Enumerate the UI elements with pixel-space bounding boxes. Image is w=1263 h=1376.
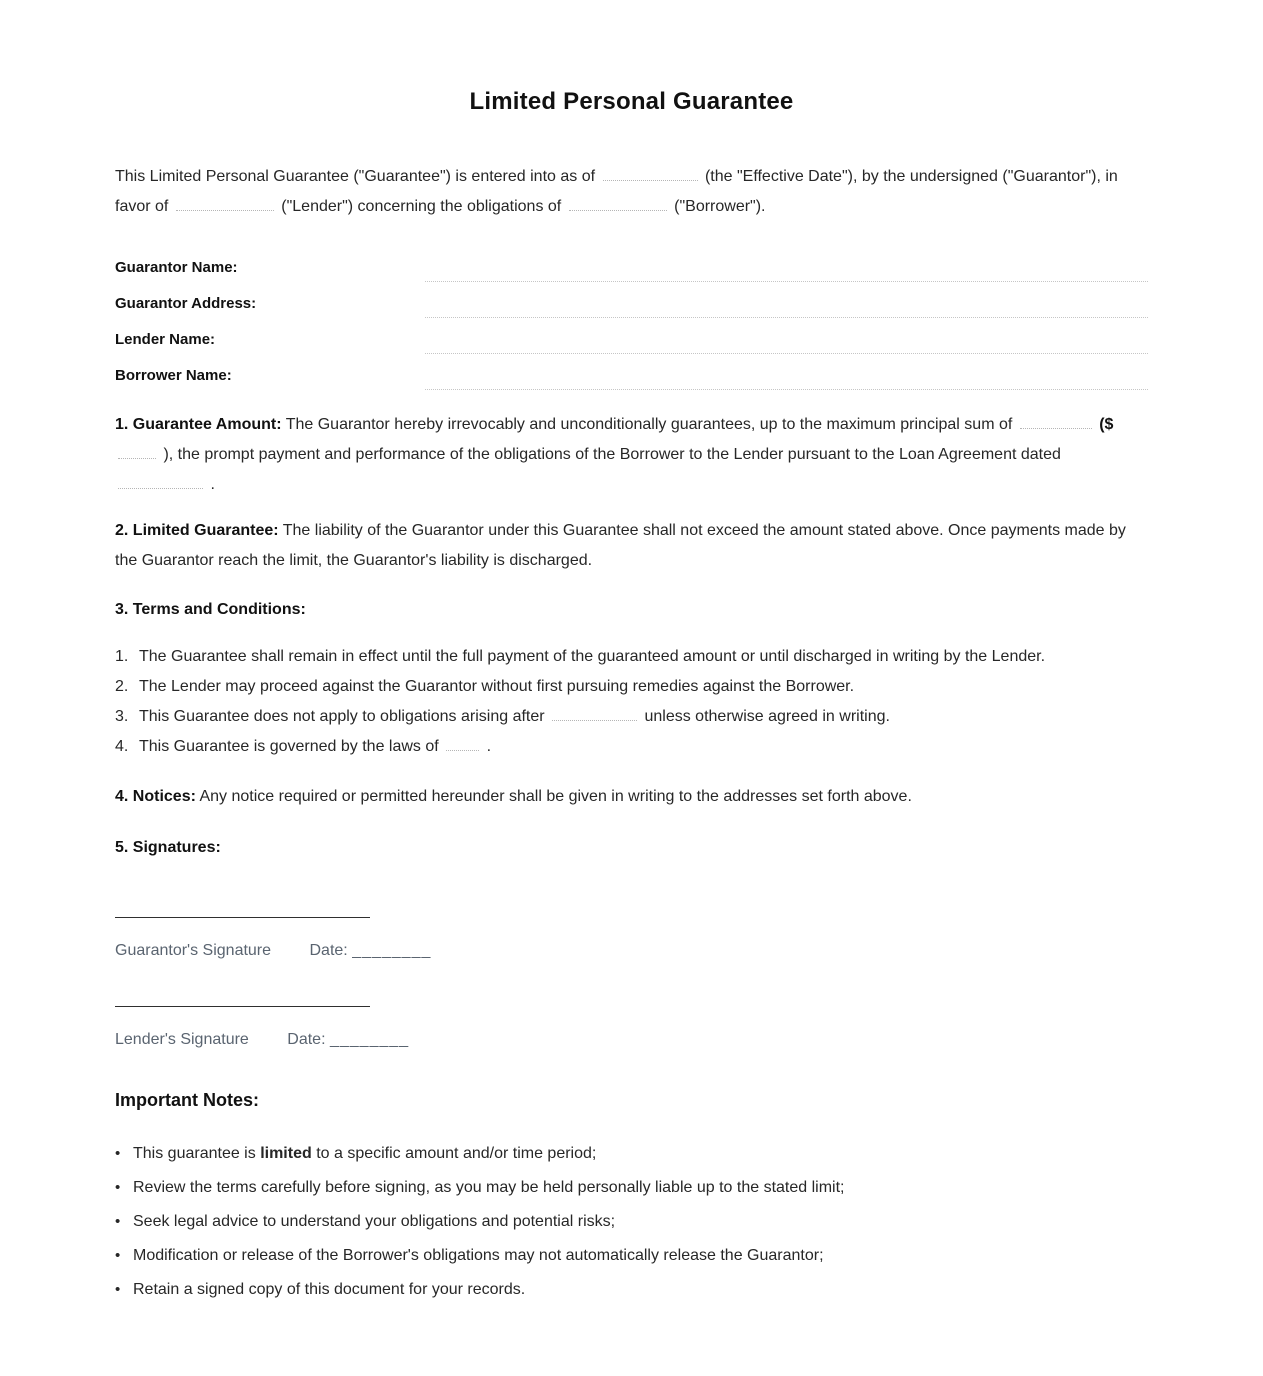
note-text: Seek legal advice to understand your obligations and potential risks; — [133, 1213, 616, 1230]
fill-in-blank[interactable] — [176, 196, 274, 211]
section-terms-heading — [115, 595, 1148, 625]
signature-block — [115, 917, 1148, 966]
signature-block — [115, 1006, 1148, 1055]
form-field-row — [115, 358, 1148, 394]
note-text: Modification or release of the Borrower's obligations may not automatically release the Guarantor; — [133, 1247, 824, 1264]
form-field-row — [115, 322, 1148, 358]
form-field-input-line[interactable] — [425, 353, 1148, 354]
bullet-icon: • — [115, 1247, 121, 1264]
term-item-number: 1. — [115, 648, 129, 665]
term-item-text: This Guarantee is governed by the laws of . — [139, 738, 492, 755]
bullet-icon: • — [115, 1281, 121, 1298]
form-field-label: Borrower Name: — [115, 367, 232, 384]
form-field-input-line[interactable] — [425, 317, 1148, 318]
note-item — [115, 1139, 1148, 1169]
form-field-row — [115, 250, 1148, 286]
signature-label-row — [115, 1025, 1148, 1055]
intro-paragraph: This Limited Personal Guarantee ("Guarantee") is entered into as of (the "Effective Date"), by the undersigned ("Guarantor"), in favor of ("Lender") concerning the obligations of ("Borrower"). — [115, 168, 1118, 215]
page-title: Limited Personal Guarantee — [469, 88, 794, 115]
term-item-text: The Guarantee shall remain in effect until the full payment of the guaranteed amount or until discharged in writing by the Lender. — [139, 648, 1046, 665]
term-item-text: The Lender may proceed against the Guarantor without first pursuing remedies against the Borrower. — [139, 678, 855, 695]
term-item-number: 3. — [115, 708, 129, 725]
form-field-input-line[interactable] — [425, 281, 1148, 282]
term-item — [115, 702, 1148, 732]
signature-label: Lender's Signature — [115, 1031, 249, 1048]
date-fill-line[interactable]: ________ — [352, 942, 432, 959]
note-item — [115, 1275, 1148, 1305]
signatures-heading-text: 5. Signatures: — [115, 839, 221, 856]
fill-in-blank[interactable] — [569, 196, 667, 211]
bold-text: limited — [260, 1145, 312, 1162]
date-fill-line[interactable]: ________ — [329, 1031, 410, 1048]
form-field-label: Guarantor Name: — [115, 259, 238, 276]
signature-label-row — [115, 936, 1148, 966]
bullet-icon: • — [115, 1145, 121, 1162]
fill-in-blank[interactable] — [1020, 414, 1092, 429]
signature-line[interactable] — [115, 1006, 370, 1007]
date-label: Date: — [287, 1031, 326, 1048]
section-signatures-heading — [115, 833, 1148, 863]
signature-blocks — [115, 917, 1148, 1055]
bold-text: 2. Limited Guarantee: — [115, 522, 279, 539]
note-text: Review the terms carefully before signing, as you may be held personally liable up to the stated limit; — [133, 1179, 845, 1196]
fill-in-blank[interactable] — [552, 706, 637, 721]
terms-list — [115, 642, 1148, 762]
term-item-text: This Guarantee does not apply to obligations arising after unless otherwise agreed in writing. — [139, 708, 890, 725]
form-field-row — [115, 286, 1148, 322]
bold-text: 4. Notices: — [115, 788, 196, 805]
fill-in-blank[interactable] — [118, 444, 156, 459]
notes-list — [115, 1139, 1148, 1305]
terms-heading-text: 3. Terms and Conditions: — [115, 601, 306, 618]
term-item — [115, 642, 1148, 672]
term-item — [115, 732, 1148, 762]
term-item — [115, 672, 1148, 702]
bold-text: 1. Guarantee Amount: — [115, 416, 282, 433]
form-field-input-line[interactable] — [425, 389, 1148, 390]
bullet-icon: • — [115, 1179, 121, 1196]
form-field-label: Guarantor Address: — [115, 295, 257, 312]
term-item-number: 2. — [115, 678, 129, 695]
form-field-label: Lender Name: — [115, 331, 216, 348]
date-label: Date: — [309, 942, 348, 959]
section-notices: 4. Notices: Any notice required or permitted hereunder shall be given in writing to the addresses set forth above. — [115, 788, 912, 805]
note-item — [115, 1241, 1148, 1271]
fill-in-blank[interactable] — [603, 166, 698, 181]
section-limited-guarantee: 2. Limited Guarantee: The liability of the Guarantor under this Guarantee shall not exceed the amount stated above. Once payments made by the Guarantor reach the limit, the Guarantor's liability is discharged. — [115, 522, 1126, 569]
term-item-number: 4. — [115, 738, 129, 755]
note-item — [115, 1207, 1148, 1237]
signature-label: Guarantor's Signature — [115, 942, 272, 959]
form-fields — [115, 250, 1148, 394]
note-text: Retain a signed copy of this document for your records. — [133, 1281, 526, 1298]
note-text: This guarantee is limited to a specific amount and/or time period; — [133, 1145, 597, 1162]
fill-in-blank[interactable] — [118, 474, 203, 489]
note-item — [115, 1173, 1148, 1203]
section-guarantee-amount: 1. Guarantee Amount: The Guarantor hereby irrevocably and unconditionally guarantees, up to the maximum principal sum of ($ ), the prompt payment and performance of the obligations of the Borrower to the Lender pursuant to the Loan Agreement dated . — [115, 416, 1114, 493]
bold-text: ($ — [1099, 416, 1114, 433]
signature-line[interactable] — [115, 917, 370, 918]
fill-in-blank[interactable] — [446, 736, 479, 751]
bullet-icon: • — [115, 1213, 121, 1230]
important-notes-heading: Important Notes: — [115, 1090, 259, 1110]
